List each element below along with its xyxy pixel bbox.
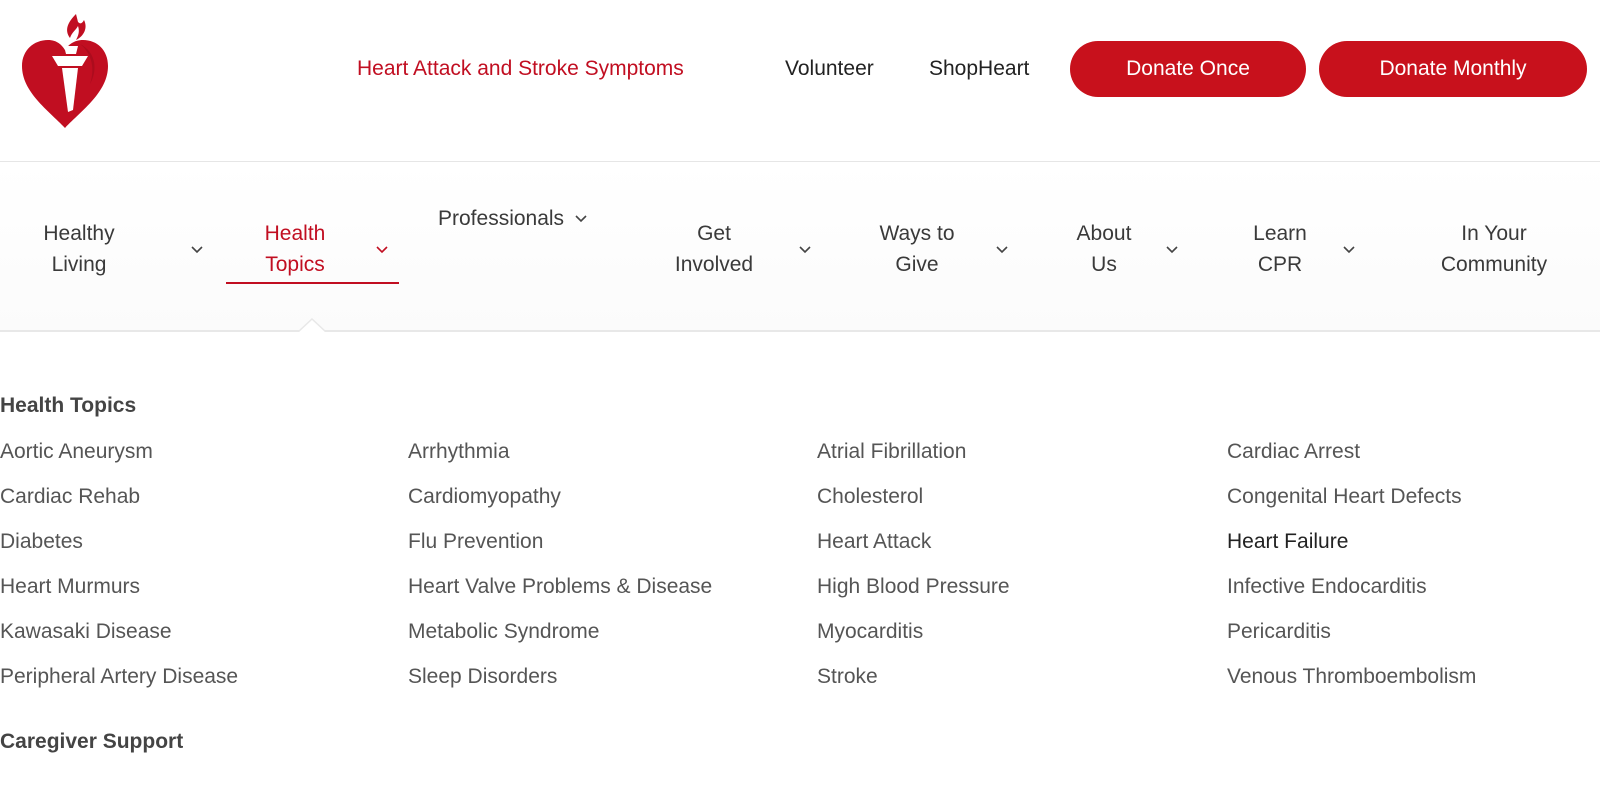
topic-link[interactable]: High Blood Pressure bbox=[817, 575, 1010, 598]
topic-link[interactable]: Metabolic Syndrome bbox=[408, 620, 600, 643]
topic-link[interactable]: Diabetes bbox=[0, 530, 83, 553]
topic-link[interactable]: Sleep Disorders bbox=[408, 665, 558, 688]
nav-label: Health Topics bbox=[264, 222, 326, 276]
dropdown-caret bbox=[298, 318, 326, 332]
heart-attack-stroke-symptoms-link[interactable]: Heart Attack and Stroke Symptoms bbox=[357, 57, 684, 80]
active-tab-underline bbox=[226, 282, 399, 284]
nav-item-ways-to-give[interactable] bbox=[867, 214, 1009, 284]
topic-link[interactable]: Stroke bbox=[817, 665, 878, 688]
section-title-caregiver-support[interactable]: Caregiver Support bbox=[0, 730, 184, 753]
nav-label: Get Involved bbox=[674, 222, 754, 276]
topic-link[interactable]: Pericarditis bbox=[1227, 620, 1331, 643]
topic-link[interactable]: Aortic Aneurysm bbox=[0, 440, 153, 463]
nav-item-health-topics[interactable] bbox=[245, 214, 389, 284]
chevron-down-icon bbox=[375, 242, 389, 256]
topic-link[interactable]: Flu Prevention bbox=[408, 530, 544, 553]
topic-link[interactable]: Cardiac Rehab bbox=[0, 485, 141, 508]
section-title-health-topics: Health Topics bbox=[0, 394, 137, 417]
topic-link[interactable]: Cardiac Arrest bbox=[1227, 440, 1361, 463]
nav-label: In Your Community bbox=[1440, 222, 1548, 276]
topic-link[interactable]: Heart Failure bbox=[1227, 530, 1349, 553]
chevron-down-icon bbox=[995, 242, 1009, 256]
chevron-down-icon bbox=[1165, 242, 1179, 256]
nav-label: Professionals bbox=[438, 206, 565, 230]
chevron-down-icon bbox=[190, 242, 204, 256]
shopheart-link[interactable]: ShopHeart bbox=[929, 57, 1030, 80]
nav-item-learn-cpr[interactable] bbox=[1240, 214, 1356, 284]
donate-once-button[interactable]: Donate Once bbox=[1070, 41, 1306, 97]
heart-torch-logo-icon[interactable] bbox=[18, 10, 113, 130]
chevron-down-icon bbox=[798, 242, 812, 256]
chevron-down-icon bbox=[1342, 242, 1356, 256]
volunteer-link[interactable]: Volunteer bbox=[785, 57, 874, 80]
main-nav bbox=[0, 162, 1600, 332]
health-topics-dropdown bbox=[0, 334, 1600, 803]
topic-link[interactable]: Heart Murmurs bbox=[0, 575, 141, 598]
nav-label: About Us bbox=[1076, 222, 1132, 276]
donate-monthly-button[interactable]: Donate Monthly bbox=[1319, 41, 1587, 97]
topic-link[interactable]: Heart Valve Problems & Disease bbox=[408, 575, 713, 598]
site-header bbox=[0, 0, 1600, 162]
nav-label: Healthy Living bbox=[43, 222, 115, 276]
nav-item-get-involved[interactable] bbox=[660, 214, 812, 284]
topic-link[interactable]: Cardiomyopathy bbox=[408, 485, 561, 508]
chevron-down-icon bbox=[574, 211, 588, 225]
topic-link[interactable]: Atrial Fibrillation bbox=[817, 440, 967, 463]
topic-link[interactable]: Peripheral Artery Disease bbox=[0, 665, 239, 688]
nav-item-healthy-living[interactable] bbox=[30, 214, 204, 284]
topic-link[interactable]: Congenital Heart Defects bbox=[1227, 485, 1462, 508]
nav-item-professionals[interactable] bbox=[438, 198, 588, 238]
topic-link[interactable]: Cholesterol bbox=[817, 485, 924, 508]
topic-link[interactable]: Infective Endocarditis bbox=[1227, 575, 1427, 598]
topic-link[interactable]: Myocarditis bbox=[817, 620, 924, 643]
topic-link[interactable]: Arrhythmia bbox=[408, 440, 510, 463]
topic-link[interactable]: Venous Thromboembolism bbox=[1227, 665, 1477, 688]
nav-item-in-your-community[interactable] bbox=[1424, 214, 1564, 284]
nav-item-about-us[interactable] bbox=[1063, 214, 1179, 284]
topic-link[interactable]: Kawasaki Disease bbox=[0, 620, 172, 643]
nav-label: Learn CPR bbox=[1253, 222, 1307, 276]
topic-link[interactable]: Heart Attack bbox=[817, 530, 932, 553]
nav-label: Ways to Give bbox=[879, 222, 955, 276]
